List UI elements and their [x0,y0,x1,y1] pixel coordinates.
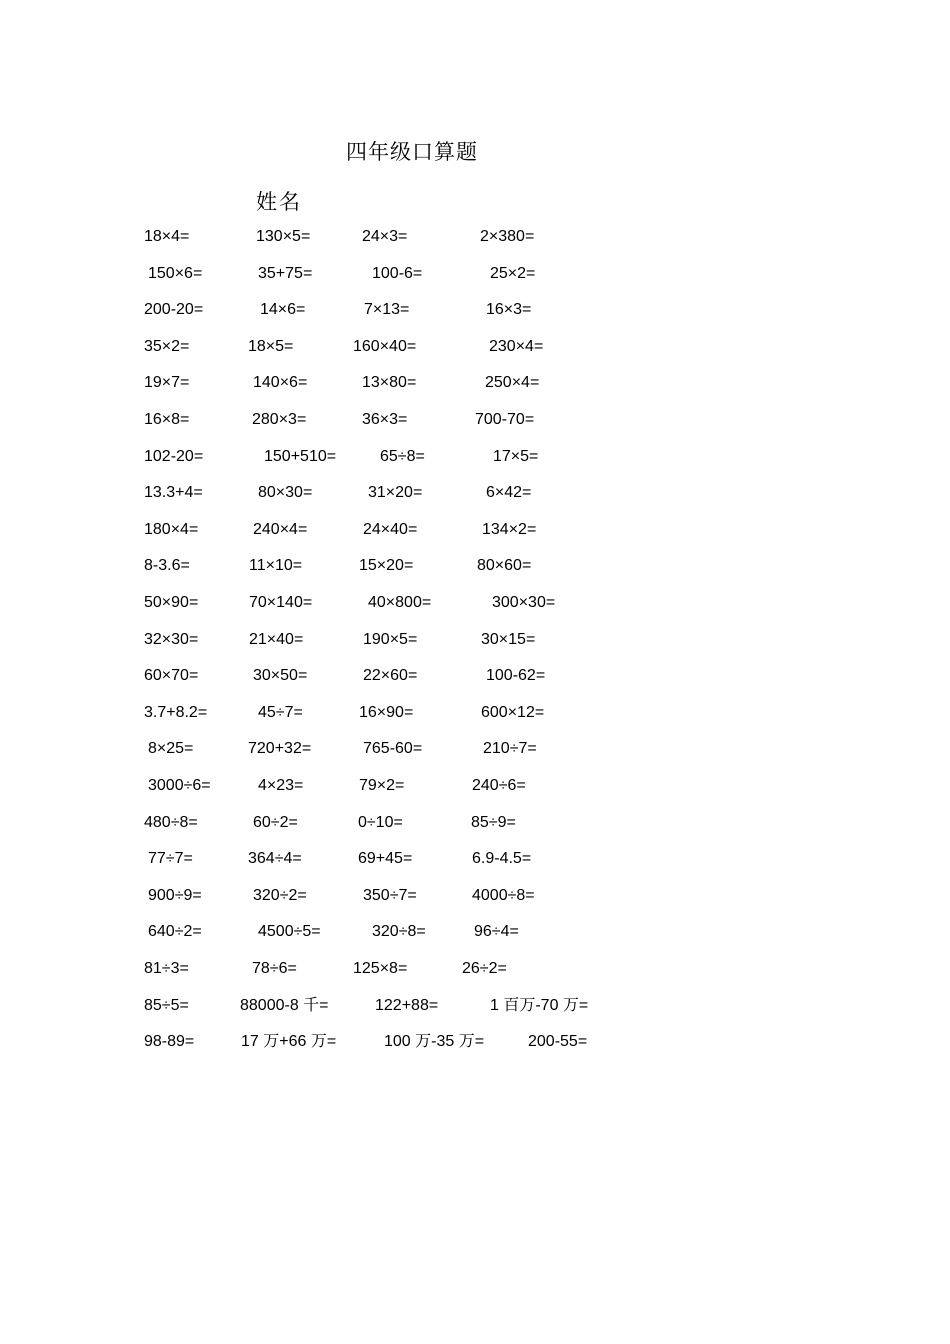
problem-item: 70×140= [249,594,313,611]
problem-item: 31×20= [368,484,423,501]
problem-item: 21×40= [249,631,304,648]
problem-item: 69+45= [358,850,413,867]
problem-item: 180×4= [144,521,199,538]
problem-row [0,737,950,761]
problem-item: 250×4= [485,374,540,391]
problem-row [0,884,950,908]
problem-row [0,701,950,725]
problem-item: 88000-8 千= [240,997,329,1014]
problem-item: 640÷2= [148,923,202,940]
problem-item: 60×70= [144,667,199,684]
problem-item: 26÷2= [462,960,507,977]
problem-row [0,664,950,688]
problem-item: 80×30= [258,484,313,501]
problem-row [0,408,950,432]
problem-item: 4500÷5= [258,923,321,940]
problem-row [0,847,950,871]
problem-item: 77÷7= [148,850,193,867]
problem-row [0,957,950,981]
problem-item: 280×3= [252,411,307,428]
problem-row [0,591,950,615]
problem-item: 35+75= [258,265,313,282]
problem-row [0,920,950,944]
problem-item: 32×30= [144,631,199,648]
problem-item: 16×8= [144,411,190,428]
problem-item: 480÷8= [144,814,198,831]
problem-item: 3.7+8.2= [144,704,208,721]
problem-item: 4000÷8= [472,887,535,904]
problem-item: 230×4= [489,338,544,355]
problem-item: 700-70= [475,411,535,428]
name-label: 姓名 [256,190,302,214]
problem-item: 1 百万-70 万= [490,997,589,1014]
problem-item: 765-60= [363,740,423,757]
problem-item: 3000÷6= [148,777,211,794]
problem-item: 16×3= [486,301,532,318]
problem-item: 240÷6= [472,777,526,794]
problem-item: 600×12= [481,704,545,721]
problem-item: 65÷8= [380,448,425,465]
problem-item: 350÷7= [363,887,417,904]
problem-item: 18×5= [248,338,294,355]
problem-item: 100-62= [486,667,546,684]
problem-item: 4×23= [258,777,304,794]
problem-item: 900÷9= [148,887,202,904]
problem-item: 240×4= [253,521,308,538]
problem-item: 8-3.6= [144,557,190,574]
problem-item: 78÷6= [252,960,297,977]
problem-row [0,774,950,798]
problem-item: 25×2= [490,265,536,282]
problem-item: 24×40= [363,521,418,538]
problem-item: 134×2= [482,521,537,538]
problem-item: 2×380= [480,228,535,245]
problem-item: 720+32= [248,740,312,757]
problem-item: 96÷4= [474,923,519,940]
worksheet-title: 四年级口算题 [346,140,478,164]
problem-item: 13×80= [362,374,417,391]
problem-row [0,628,950,652]
problem-item: 190×5= [363,631,418,648]
problem-item: 100 万-35 万= [384,1033,485,1050]
problem-item: 50×90= [144,594,199,611]
problem-item: 19×7= [144,374,190,391]
problem-row [0,1030,950,1054]
problem-item: 7×13= [364,301,410,318]
problem-item: 18×4= [144,228,190,245]
problem-item: 0÷10= [358,814,403,831]
problem-item: 98-89= [144,1033,195,1050]
problem-item: 140×6= [253,374,308,391]
problem-row [0,298,950,322]
problem-item: 160×40= [353,338,417,355]
problem-row [0,225,950,249]
problem-item: 11×10= [249,557,303,574]
problem-item: 6×42= [486,484,532,501]
problem-item: 125×8= [353,960,408,977]
problem-item: 320÷2= [253,887,307,904]
problem-item: 102-20= [144,448,204,465]
problem-item: 122+88= [375,997,439,1014]
problem-item: 79×2= [359,777,405,794]
problem-row [0,262,950,286]
problem-item: 13.3+4= [144,484,203,501]
problem-item: 200-55= [528,1033,588,1050]
problem-item: 150×6= [148,265,203,282]
problem-item: 60÷2= [253,814,298,831]
problem-item: 30×15= [481,631,536,648]
problem-item: 16×90= [359,704,414,721]
problem-item: 100-6= [372,265,423,282]
problem-row [0,811,950,835]
problem-row [0,371,950,395]
problem-row [0,554,950,578]
problem-item: 24×3= [362,228,408,245]
problem-item: 36×3= [362,411,408,428]
problem-row [0,335,950,359]
problem-item: 364÷4= [248,850,302,867]
problem-item: 80×60= [477,557,532,574]
problem-row [0,481,950,505]
problem-item: 320÷8= [372,923,426,940]
problem-item: 14×6= [260,301,306,318]
problem-item: 85÷5= [144,997,189,1014]
problem-item: 17 万+66 万= [241,1033,337,1050]
problem-item: 300×30= [492,594,556,611]
problem-item: 35×2= [144,338,190,355]
problem-item: 130×5= [256,228,311,245]
problem-item: 22×60= [363,667,418,684]
problem-row [0,445,950,469]
problem-item: 150+510= [264,448,337,465]
problem-item: 17×5= [493,448,539,465]
problem-row [0,518,950,542]
problem-item: 200-20= [144,301,204,318]
problem-item: 8×25= [148,740,194,757]
problem-item: 6.9-4.5= [472,850,532,867]
problem-item: 85÷9= [471,814,516,831]
problem-item: 15×20= [359,557,414,574]
problem-item: 30×50= [253,667,308,684]
problem-row [0,994,950,1018]
problem-item: 81÷3= [144,960,189,977]
problem-item: 45÷7= [258,704,303,721]
problem-item: 40×800= [368,594,432,611]
problem-item: 210÷7= [483,740,537,757]
